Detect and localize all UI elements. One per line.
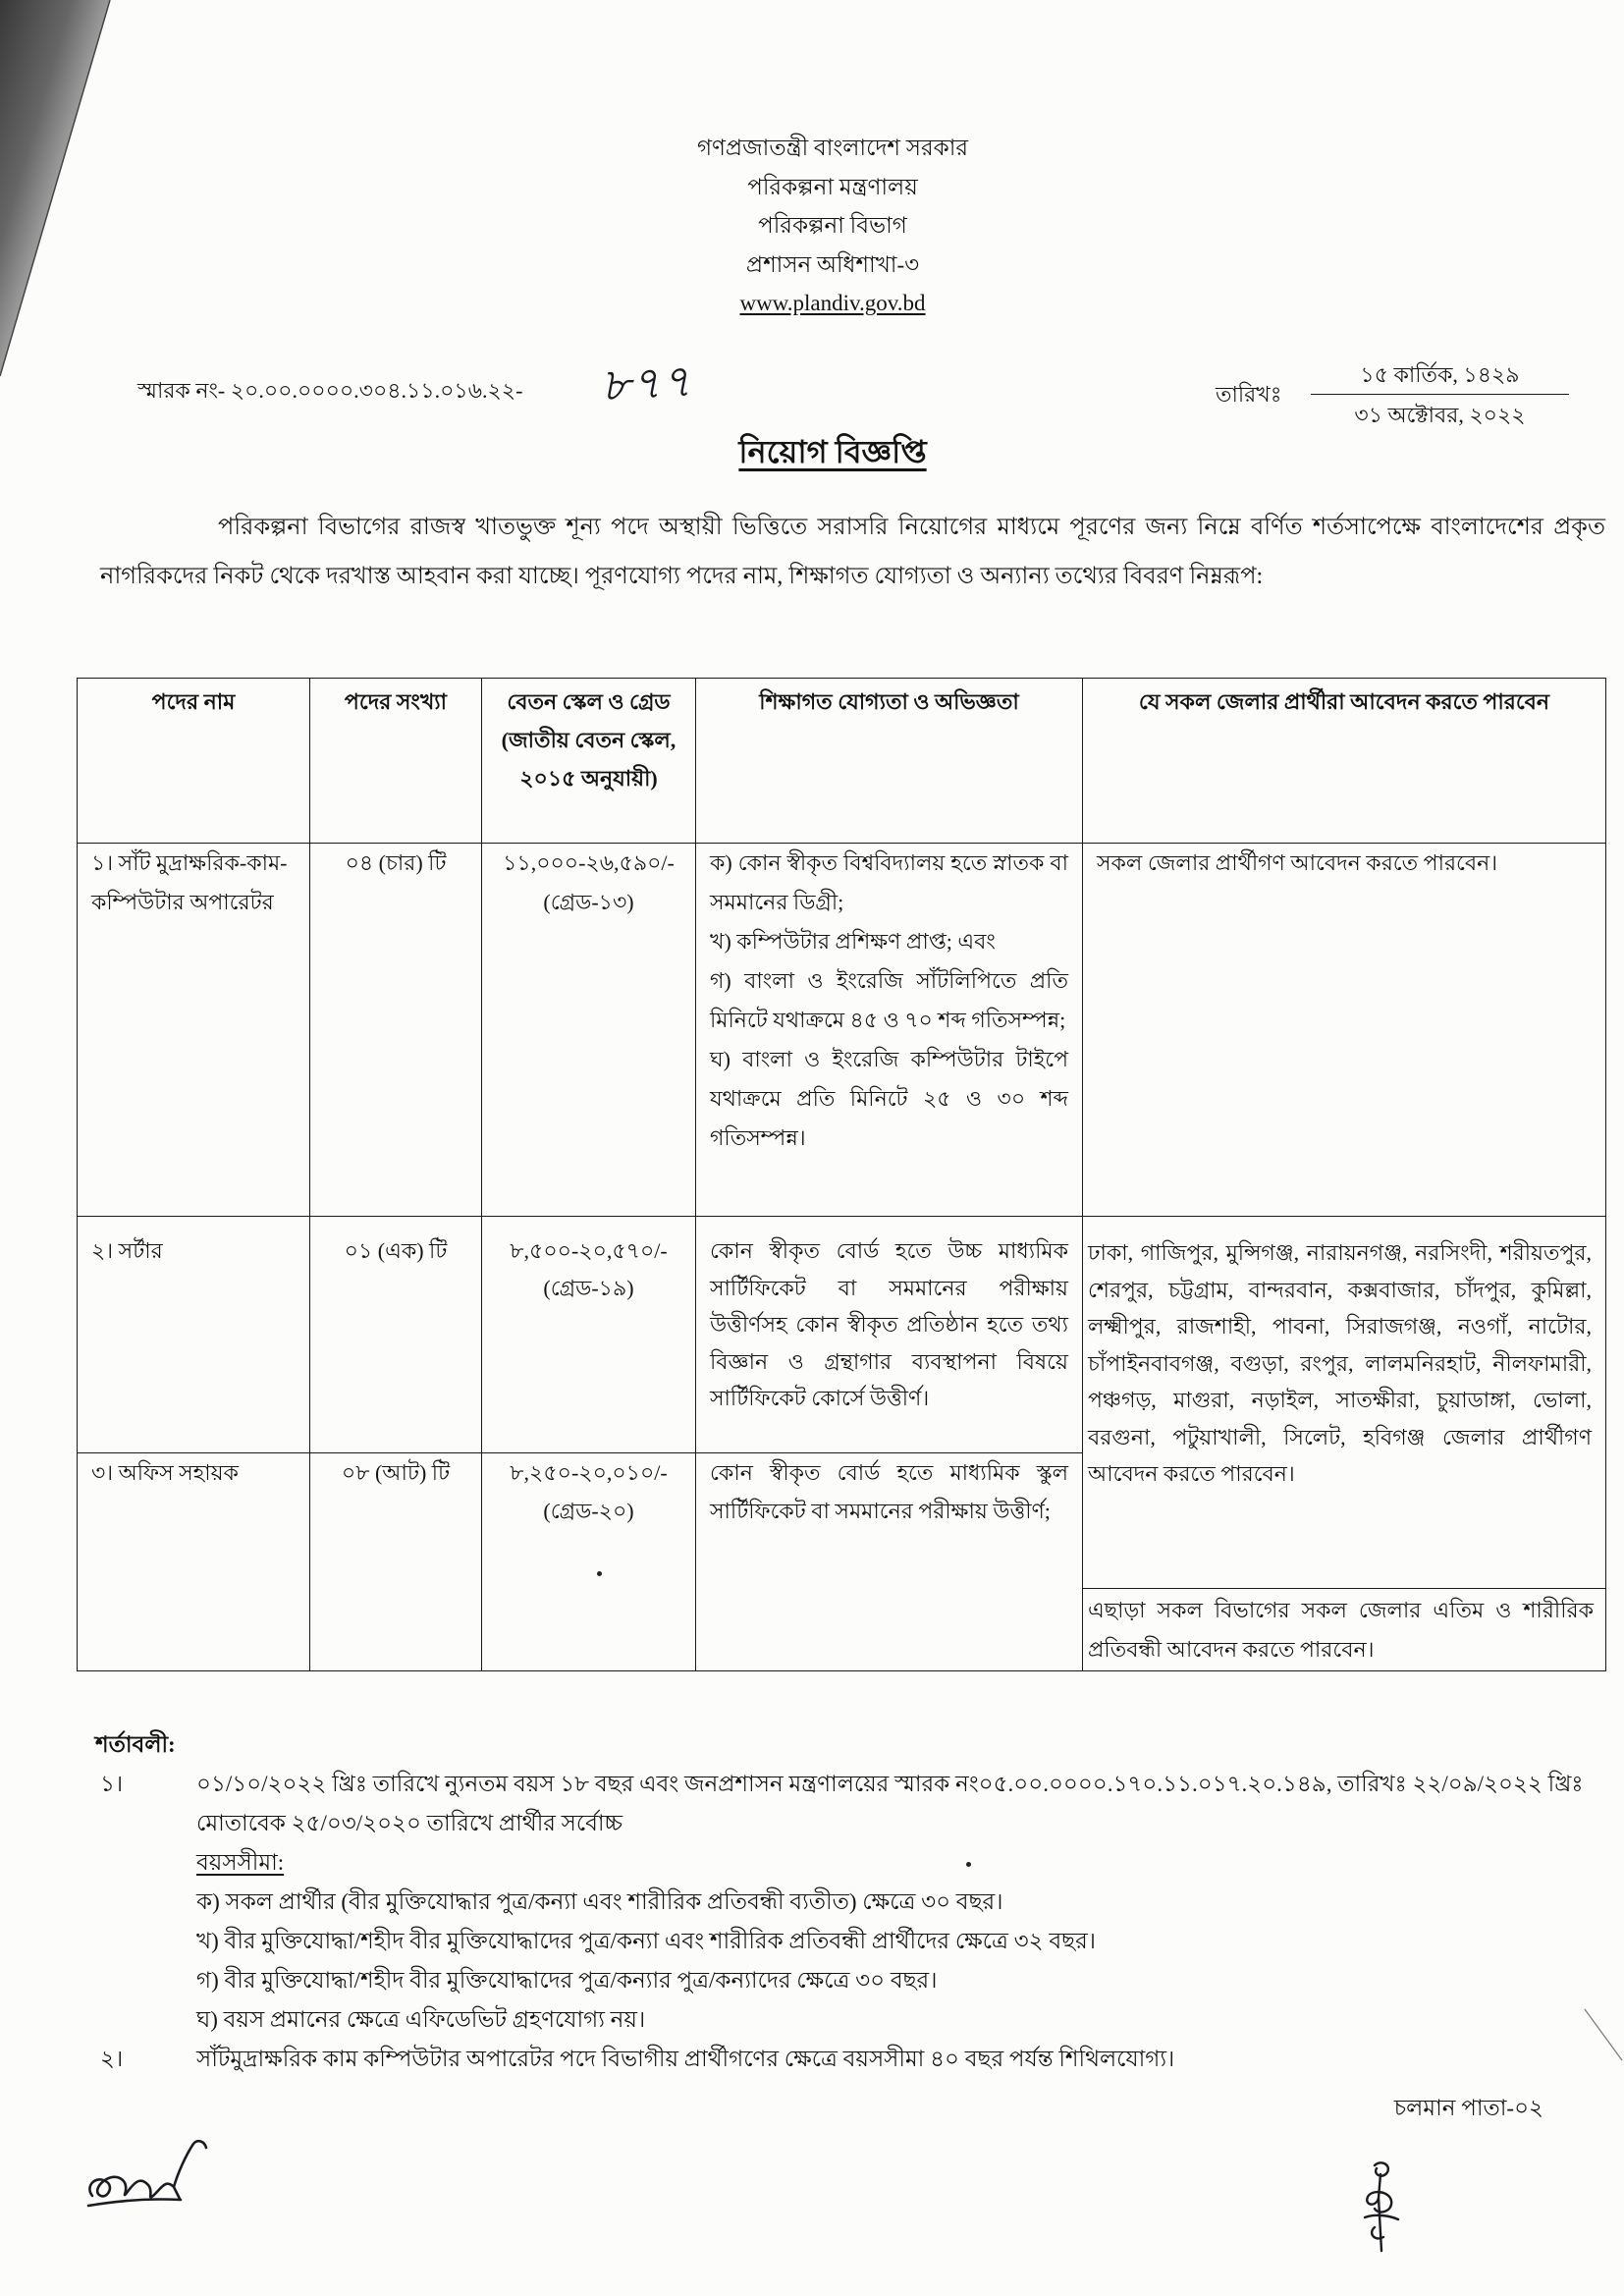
qualification-item: ক) কোন স্বীকৃত বিশ্ববিদ্যালয় হতে স্নাতক বা সমমানের ডিগ্রী;: [710, 850, 1068, 914]
post-name-cell: ৩। অফিস সহায়ক: [78, 1452, 310, 1670]
shared-eligible-districts-cell: [1083, 1217, 1606, 1671]
scan-speck: [966, 1862, 971, 1867]
date-label: তারিখঃ: [1216, 382, 1282, 407]
condition-number: ২।: [100, 2047, 124, 2071]
date-bengali: ১৫ কার্তিক, ১৪২৯: [1311, 355, 1569, 395]
condition-item: [77, 2040, 1605, 2079]
conditions-section: [77, 1725, 1605, 2128]
salary-cell: [482, 844, 696, 1217]
continued-page-note: চলমান পাতা-০২: [1393, 2096, 1543, 2120]
condition-text: সাঁটমুদ্রাক্ষরিক কাম কম্পিউটার অপারেটর পদে বিভাগীয় প্রার্থীগণের ক্ষেত্রে বয়সসীমা ৪০ বছর পর্যন্ত শিথিলযোগ্য।: [196, 2047, 1175, 2071]
salary-scale: ৮,৫০০-২০,৫৭০/-: [510, 1238, 668, 1263]
qualification-item: খ) কম্পিউটার প্রশিক্ষণ প্রাপ্ত; এবং: [710, 929, 996, 954]
table-row: [78, 1217, 1606, 1453]
age-limit-item: ক) সকল প্রার্থীর (বীর মুক্তিযোদ্ধার পুত্র/কন্যা এবং শারীরিক প্রতিবন্ধী ব্যতীত) ক্ষেত্রে ৩০ বছর।: [196, 1889, 1003, 1914]
header-qualification: শিক্ষাগত যোগ্যতা ও অভিজ্ঞতা: [696, 679, 1083, 844]
government-name: গণপ্রজাতন্ত্রী বাংলাদেশ সরকার: [696, 136, 969, 160]
grade: (গ্রেড-২০): [543, 1498, 634, 1523]
ministry-name: পরিকল্পনা মন্ত্রণালয়: [747, 174, 918, 199]
condition-item: [77, 1765, 1605, 2040]
signature-left: [82, 2137, 212, 2219]
date-block: [1311, 355, 1569, 434]
intro-paragraph: পরিকল্পনা বিভাগের রাজস্ব খাতভুক্ত শূন্য পদে অস্থায়ী ভিত্তিতে সরাসরি নিয়োগের মাধ্যমে পূরণের জন্য নিম্নে বর্ণিত শর্তসাপেক্ষে বাংলাদেশের প্রকৃত নাগরিকদের নিকট থেকে দরখাস্ত আহবান করা যাচ্ছে। পূরণযোগ্য পদের নাম, শিক্ষাগত যোগ্যতা ও অন্যান্য তথ্যের বিবরণ নিম্নরূপ:: [100, 515, 1605, 589]
qualification-cell: কোন স্বীকৃত বোর্ড হতে মাধ্যমিক স্কুল সার্টিফিকেট বা সমমানের পরীক্ষায় উত্তীর্ণ;: [696, 1452, 1083, 1670]
memo-reference: স্মারক নং- ২০.০০.০০০০.৩০৪.১১.০১৬.২২-: [137, 378, 523, 403]
eligible-districts-cell: সকল জেলার প্রার্থীগণ আবেদন করতে পারবেন।: [1083, 844, 1606, 1217]
table-row: [78, 844, 1606, 1217]
post-name-cell: ২। সর্টার: [78, 1217, 310, 1453]
header-salary-grade: বেতন স্কেল ও গ্রেড (জাতীয় বেতন স্কেল, ২০১৫ অনুযায়ী): [482, 679, 696, 844]
letterhead: [465, 129, 1200, 323]
header-post-name: পদের নাম: [78, 679, 310, 844]
age-limit-item: ঘ) বয়স প্রমানের ক্ষেত্রে এফিডেভিট গ্রহণযোগ্য নয়।: [196, 2007, 646, 2032]
header-post-count: পদের সংখ্যা: [310, 679, 482, 844]
salary-cell: [482, 1452, 696, 1670]
qualification-item: গ) বাংলা ও ইংরেজি সাঁটলিপিতে প্রতি মিনিটে যথাক্রমে ৪৫ ও ৭০ শব্দ গতিসম্পন্ন;: [710, 968, 1068, 1032]
page-fold-shadow: [0, 0, 128, 393]
memo-handwritten-number: ৮৭৭: [599, 354, 694, 412]
condition-number: ১।: [100, 1772, 124, 1796]
qualification-cell: কোন স্বীকৃত বোর্ড হতে উচ্চ মাধ্যমিক সার্টিফিকেট বা সমমানের পরীক্ষায় উত্তীর্ণসহ কোন স্বীকৃত প্রতিষ্ঠান হতে তথ্য বিজ্ঞান ও গ্রন্থাগার ব্যবস্থাপনা বিষয়ে সার্টিফিকেট কোর্সে উত্তীর্ণ।: [696, 1217, 1083, 1453]
conditions-heading: শর্তাবলী:: [95, 1732, 176, 1757]
age-limit-item: খ) বীর মুক্তিযোদ্ধা/শহীদ বীর মুক্তিযোদ্ধাদের পুত্র/কন্যা এবং শারীরিক প্রতিবন্ধী প্রার্থীদের ক্ষেত্রে ৩২ বছর।: [196, 1929, 1096, 1953]
main-content: [77, 678, 1605, 2128]
post-count-cell: ০৮ (আট) টি: [310, 1452, 482, 1670]
post-count-cell: ০১ (এক) টি: [310, 1217, 482, 1453]
grade: (গ্রেড-১৯): [543, 1275, 634, 1300]
grade: (গ্রেড-১৩): [543, 890, 634, 914]
branch-name: প্রশাসন অধিশাখা-৩: [745, 251, 920, 277]
post-count-cell: ০৪ (চার) টি: [310, 844, 482, 1217]
district-list: ঢাকা, গাজিপুর, মুন্সিগঞ্জ, নারায়নগঞ্জ, নরসিংদী, শরীয়তপুর, শেরপুর, চট্টগ্রাম, বান্দরবান, কক্সবাজার, চাঁদপুর, কুমিল্লা, লক্ষ্মীপুর, রাজশাহী, পাবনা, সিরাজগঞ্জ, নওগাঁ, নাটোর, চাঁপাইনবাবগঞ্জ, বগুড়া, রংপুর, লালমনিরহাট, নীলফামারী, পঞ্চগড়, মাগুরা, নড়াইল, সাতক্ষীরা, চুয়াডাঙ্গা, ভোলা, বরগুনা, পটুয়াখালী, সিলেট, হবিগঞ্জ জেলার প্রার্থীগণ আবেদন করতে পারবেন।: [1088, 1240, 1592, 1486]
age-limit-subheading: বয়সসীমা:: [196, 1850, 285, 1875]
signature-right: [1335, 2157, 1426, 2259]
notice-title: নিয়োগ বিজ্ঞপ্তি: [738, 434, 927, 469]
scan-mark: [1583, 2007, 1624, 2062]
salary-scale: ১১,০০০-২৬,৫৯০/-: [503, 850, 675, 875]
qualification-cell: [696, 844, 1083, 1217]
website-url: www.plandiv.gov.bd: [739, 291, 926, 315]
condition-text: ০১/১০/২০২২ খ্রিঃ তারিখে ন্যুনতম বয়স ১৮ বছর এবং জনপ্রশাসন মন্ত্রণালয়ের স্মারক নং০৫.০০.০০০০.১৭০.১১.০১৭.২০.১৪৯, তারিখঃ ২২/০৯/২০২২ খ্রিঃ মোতাবেক ২৫/০৩/২০২০ তারিখে প্রার্থীর সর্বোচ্চ: [196, 1772, 1584, 1835]
table-header-row: [78, 679, 1606, 844]
age-limit-item: গ) বীর মুক্তিযোদ্ধা/শহীদ বীর মুক্তিযোদ্ধাদের পুত্র/কন্যার পুত্র/কন্যাদের ক্ষেত্রে ৩০ বছর।: [196, 1968, 938, 1993]
post-name-cell: ১। সাঁট মুদ্রাক্ষরিক-কাম-কম্পিউটার অপারেটর: [78, 844, 310, 1217]
orphan-disabled-note: এছাড়া সকল বিভাগের সকল জেলার এতিম ও শারীরিক প্রতিবন্ধী আবেদন করতে পারবেন।: [1083, 1588, 1605, 1670]
header-eligible-districts: যে সকল জেলার প্রার্থীরা আবেদন করতে পারবেন: [1083, 679, 1606, 844]
qualification-item: ঘ) বাংলা ও ইংরেজি কম্পিউটার টাইপে যথাক্রমে প্রতি মিনিটে ২৫ ও ৩০ শব্দ গতিসম্পন্ন।: [710, 1047, 1068, 1150]
division-name: পরিকল্পনা বিভাগ: [758, 213, 907, 238]
vacancy-table: [77, 678, 1606, 1671]
salary-cell: [482, 1217, 696, 1453]
date-gregorian: ৩১ অক্টোবর, ২০২২: [1354, 403, 1526, 427]
scan-speck: [597, 1571, 602, 1576]
salary-scale: ৮,২৫০-২০,০১০/-: [510, 1459, 668, 1485]
